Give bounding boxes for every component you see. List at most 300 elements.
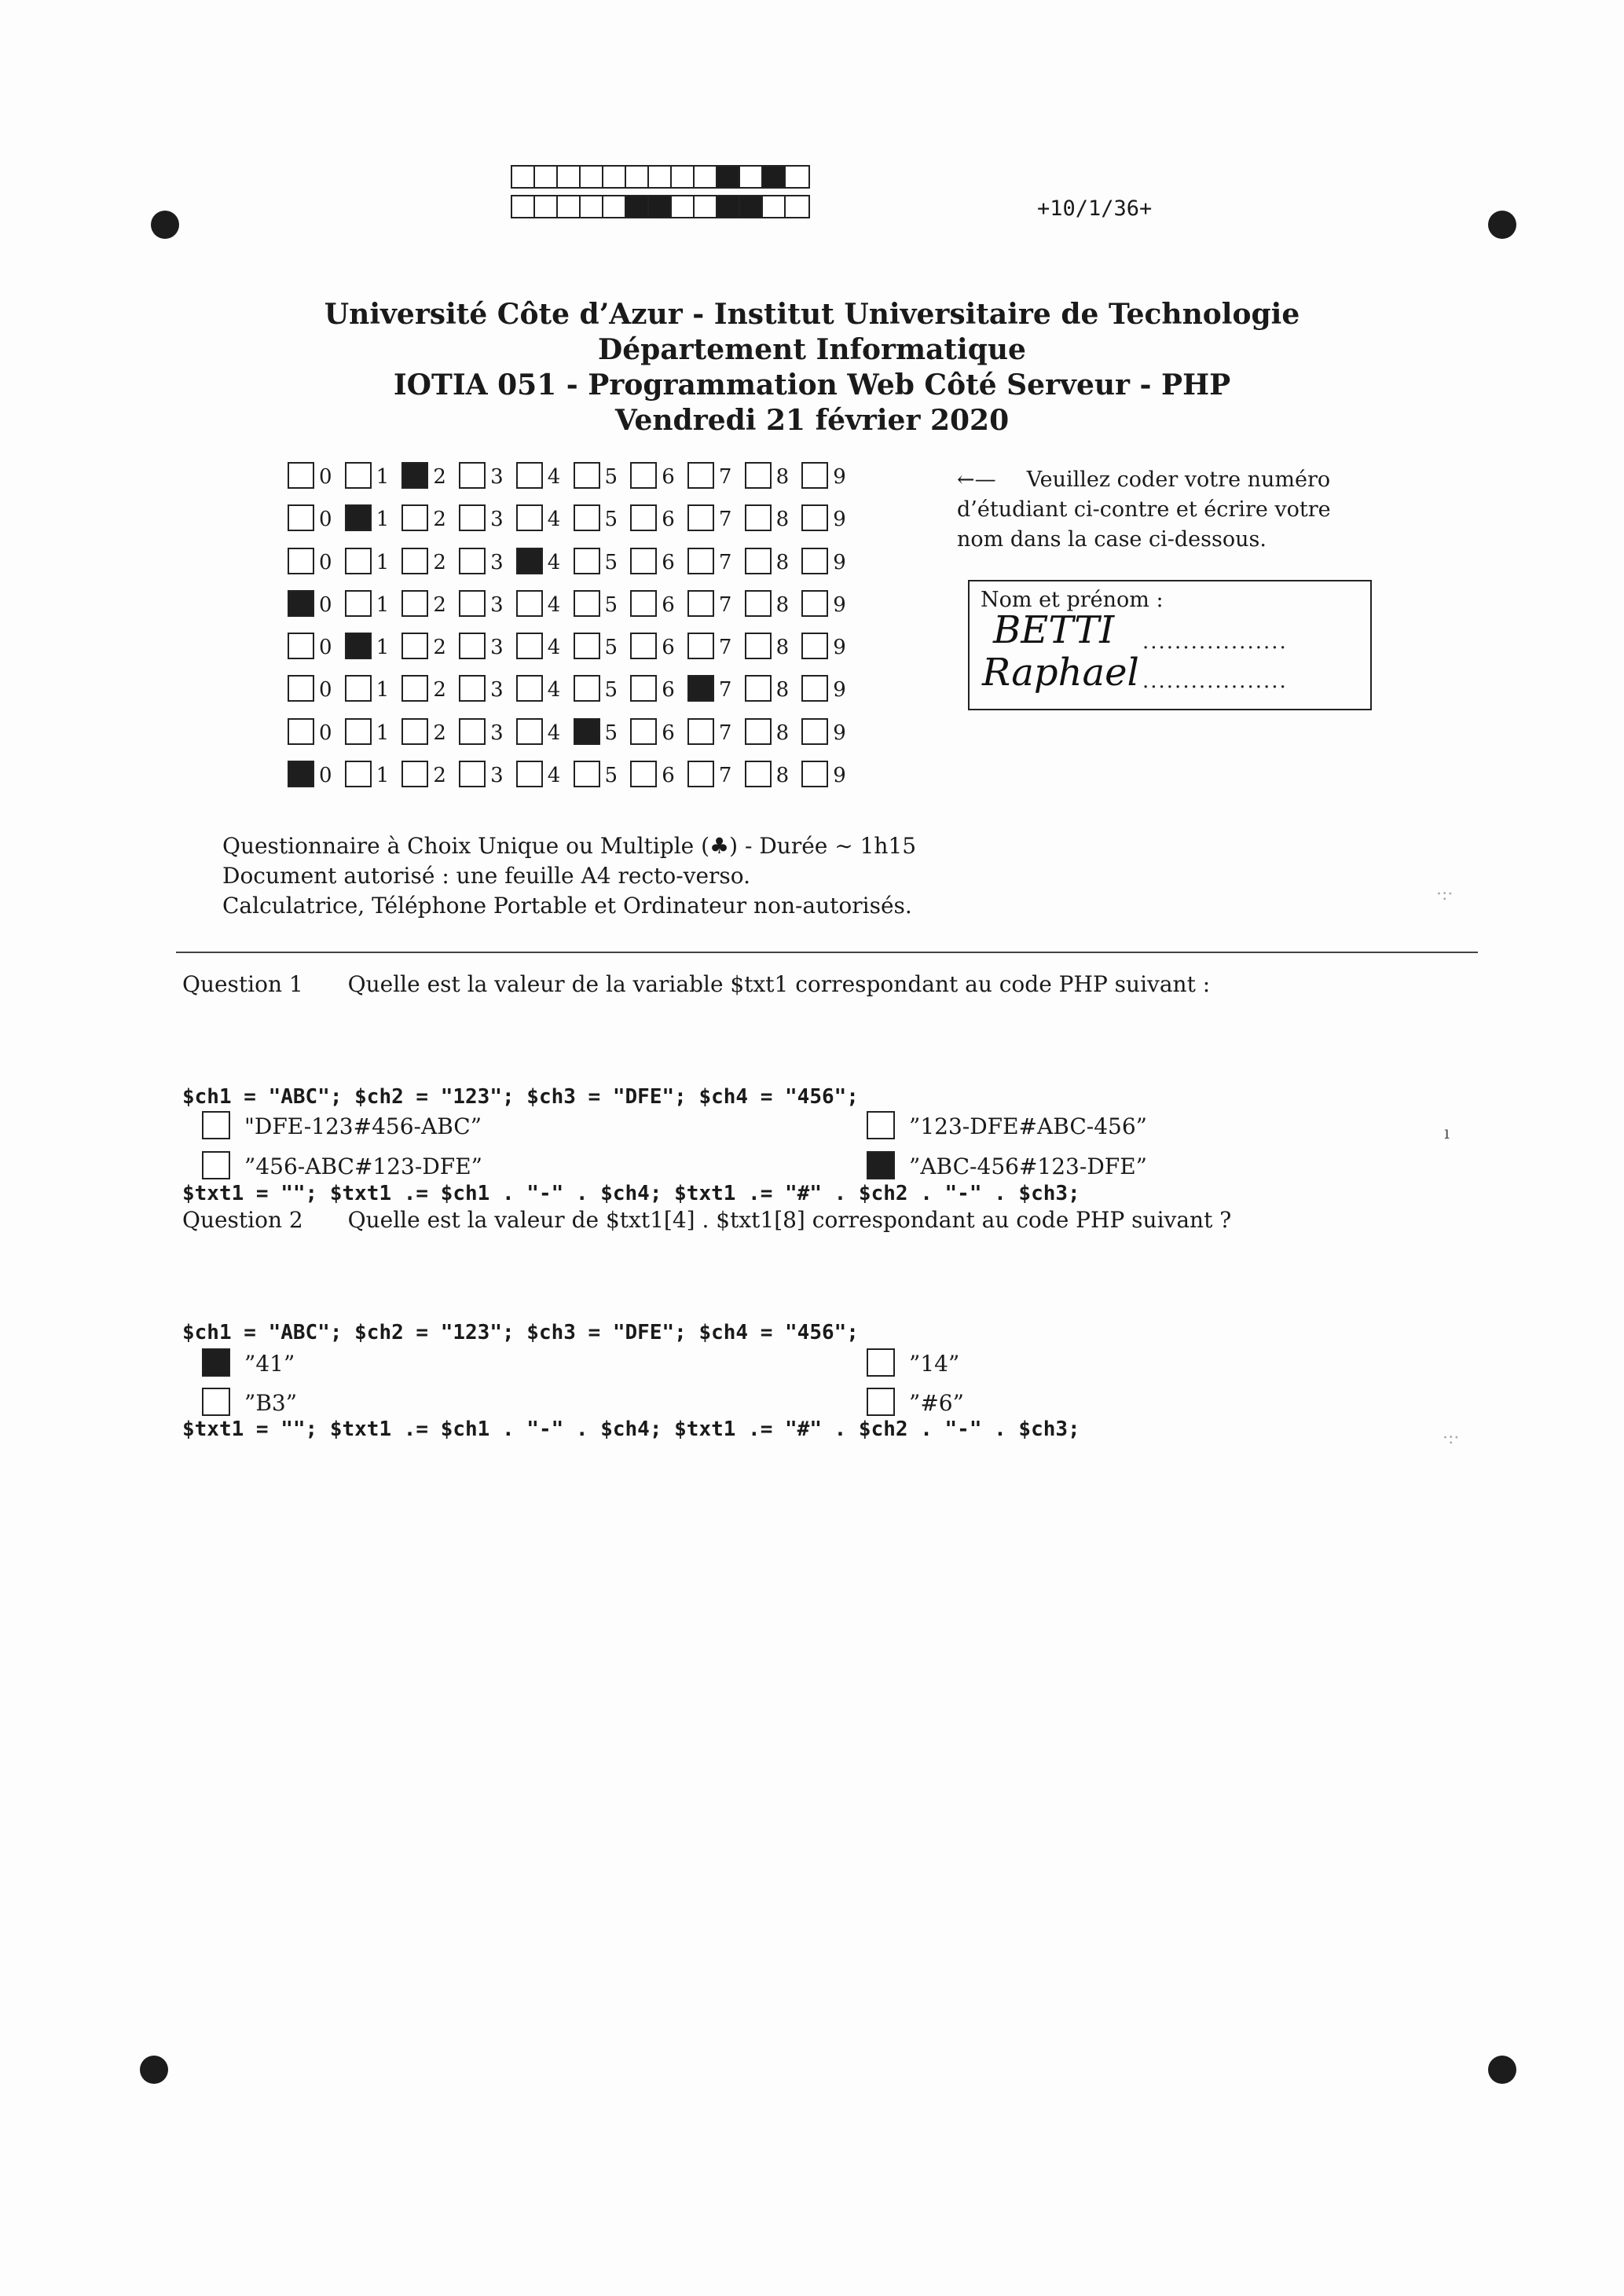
digit-label: 3 xyxy=(490,636,504,660)
q2-answer-b-label: ”14” xyxy=(909,1351,960,1377)
digit-checkbox[interactable] xyxy=(574,675,600,702)
digit-checkbox[interactable] xyxy=(288,761,314,787)
digit-label: 7 xyxy=(718,678,732,702)
digit-checkbox[interactable] xyxy=(630,761,657,787)
digit-option[interactable] xyxy=(630,590,687,618)
digit-option[interactable] xyxy=(574,548,630,576)
digit-label: 2 xyxy=(433,508,446,532)
digit-option[interactable] xyxy=(459,718,515,746)
digit-checkbox[interactable] xyxy=(745,675,772,702)
digit-label: 6 xyxy=(662,636,675,660)
name-box-label: Nom et prénom : xyxy=(981,588,1164,612)
digit-checkbox[interactable] xyxy=(630,548,657,574)
digit-checkbox[interactable] xyxy=(516,718,543,745)
digit-option[interactable] xyxy=(574,718,630,746)
digit-label: 8 xyxy=(775,721,790,745)
digit-label: 0 xyxy=(319,636,332,660)
digit-label: 4 xyxy=(547,508,561,532)
digit-label: 4 xyxy=(547,678,561,702)
digit-checkbox[interactable] xyxy=(288,590,314,617)
digit-label: 4 xyxy=(547,465,561,489)
digit-checkbox[interactable] xyxy=(745,504,772,531)
digit-label: 8 xyxy=(775,678,790,702)
barcode-cell xyxy=(512,167,535,187)
name-box[interactable] xyxy=(968,580,1372,710)
barcode-cell xyxy=(581,167,603,187)
digit-option[interactable] xyxy=(630,462,687,490)
digit-label: 0 xyxy=(319,592,332,617)
digit-option[interactable] xyxy=(630,548,687,576)
digit-option[interactable] xyxy=(288,761,344,789)
digit-option[interactable] xyxy=(516,675,573,703)
q2-answer-b-checkbox[interactable] xyxy=(867,1348,895,1377)
digit-option[interactable] xyxy=(345,504,401,533)
digit-option[interactable] xyxy=(516,590,573,618)
q2-answer-d-checkbox[interactable] xyxy=(867,1388,895,1416)
digit-label: 0 xyxy=(319,678,332,702)
digit-checkbox[interactable] xyxy=(687,761,714,787)
digit-option[interactable] xyxy=(574,590,630,618)
question-2-text: Quelle est la valeur de $txt1[4] . $txt1[8] correspondant au code PHP suivant ? xyxy=(347,1207,1232,1233)
digit-label: 1 xyxy=(376,465,390,489)
digit-label: 3 xyxy=(490,592,504,617)
barcode-cell xyxy=(626,167,649,187)
digit-checkbox[interactable] xyxy=(288,548,314,574)
digit-option[interactable] xyxy=(345,718,401,746)
page-identifier: +10/1/36+ xyxy=(1037,196,1153,221)
digit-checkbox[interactable] xyxy=(630,633,657,659)
digit-option[interactable] xyxy=(516,718,573,746)
barcode-cell xyxy=(672,167,695,187)
digit-option[interactable] xyxy=(745,590,801,618)
digit-checkbox[interactable] xyxy=(574,633,600,659)
digit-label: 6 xyxy=(662,764,675,788)
digit-option[interactable] xyxy=(288,462,344,490)
digit-label: 4 xyxy=(547,721,561,745)
barcode-cell xyxy=(649,167,672,187)
digit-checkbox[interactable] xyxy=(801,548,828,574)
q1-answer-c-checkbox[interactable] xyxy=(202,1151,230,1179)
barcode-cell xyxy=(535,167,558,187)
question-1-code-line-1: $ch1 = "ABC"; $ch2 = "123"; $ch3 = "DFE"; $ch4 = "456"; xyxy=(182,1085,859,1109)
digit-label: 9 xyxy=(833,592,846,617)
barcode-row-1 xyxy=(511,165,810,189)
digit-checkbox[interactable] xyxy=(745,590,772,617)
digit-checkbox[interactable] xyxy=(459,590,486,617)
q1-answer-a-checkbox[interactable] xyxy=(202,1111,230,1139)
barcode-cell xyxy=(649,196,672,217)
digit-checkbox[interactable] xyxy=(687,590,714,617)
digit-checkbox[interactable] xyxy=(574,504,600,531)
digit-option[interactable] xyxy=(801,590,858,618)
digit-option[interactable] xyxy=(459,761,515,789)
digit-label: 4 xyxy=(547,592,561,617)
digit-checkbox[interactable] xyxy=(401,462,428,489)
digit-option[interactable] xyxy=(687,590,744,618)
barcode-cell xyxy=(695,167,717,187)
digit-label: 1 xyxy=(376,721,390,745)
digit-checkbox[interactable] xyxy=(345,718,372,745)
notes-line-duration: Questionnaire à Choix Unique ou Multiple (♣) - Durée ∼ 1h15 xyxy=(222,833,917,859)
digit-label: 7 xyxy=(718,721,732,745)
digit-checkbox[interactable] xyxy=(801,462,828,489)
digit-option[interactable] xyxy=(288,504,344,533)
digit-label: 0 xyxy=(319,508,332,532)
digit-option[interactable] xyxy=(745,675,801,703)
digit-checkbox[interactable] xyxy=(516,633,543,659)
digit-label: 3 xyxy=(490,508,504,532)
digit-checkbox[interactable] xyxy=(288,633,314,659)
barcode-cell xyxy=(786,196,808,217)
digit-label: 9 xyxy=(833,721,846,745)
digit-option[interactable] xyxy=(630,675,687,703)
university-title: Université Côte d’Azur - Institut Universitaire de Technologie xyxy=(324,298,1300,331)
digit-option[interactable] xyxy=(401,633,458,661)
digit-option[interactable] xyxy=(630,633,687,661)
digit-label: 7 xyxy=(718,465,732,489)
digit-checkbox[interactable] xyxy=(459,675,486,702)
digit-checkbox[interactable] xyxy=(574,590,600,617)
digit-label: 1 xyxy=(376,592,390,617)
digit-option[interactable] xyxy=(345,590,401,618)
scan-speck: ·:· xyxy=(1436,885,1454,904)
digit-checkbox[interactable] xyxy=(401,590,428,617)
q2-answer-c-checkbox[interactable] xyxy=(202,1388,230,1416)
digit-checkbox[interactable] xyxy=(401,504,428,531)
digit-label: 0 xyxy=(319,465,332,489)
digit-label: 9 xyxy=(833,764,846,788)
digit-checkbox[interactable] xyxy=(516,761,543,787)
digit-label: 2 xyxy=(433,550,446,574)
digit-checkbox[interactable] xyxy=(630,504,657,531)
digit-label: 1 xyxy=(376,550,390,574)
digit-option[interactable] xyxy=(630,761,687,789)
digit-checkbox[interactable] xyxy=(687,548,714,574)
exam-notes xyxy=(222,831,916,921)
digit-checkbox[interactable] xyxy=(345,548,372,574)
digit-option[interactable] xyxy=(401,718,458,746)
q2-answer-a-checkbox[interactable] xyxy=(202,1348,230,1377)
digit-label: 2 xyxy=(433,764,446,788)
digit-option[interactable] xyxy=(459,462,515,490)
digit-checkbox[interactable] xyxy=(516,675,543,702)
digit-checkbox[interactable] xyxy=(745,718,772,745)
scan-speck: ı xyxy=(1444,1124,1450,1143)
digit-checkbox[interactable] xyxy=(288,462,314,489)
digit-checkbox[interactable] xyxy=(401,718,428,745)
digit-option[interactable] xyxy=(687,761,744,789)
digit-checkbox[interactable] xyxy=(345,761,372,787)
digit-label: 0 xyxy=(319,721,332,745)
digit-checkbox[interactable] xyxy=(345,504,372,531)
digit-label: 8 xyxy=(775,465,790,489)
name-dots-line-2: .................. xyxy=(1142,669,1288,693)
question-2-header xyxy=(182,1207,1231,1233)
digit-option[interactable] xyxy=(516,462,573,490)
digit-checkbox[interactable] xyxy=(401,675,428,702)
digit-label: 7 xyxy=(718,592,732,617)
digit-option[interactable] xyxy=(288,590,344,618)
digit-checkbox[interactable] xyxy=(687,504,714,531)
digit-checkbox[interactable] xyxy=(516,504,543,531)
barcode-cell xyxy=(763,167,786,187)
digit-option[interactable] xyxy=(687,548,744,576)
digit-option[interactable] xyxy=(459,675,515,703)
barcode-cell xyxy=(603,167,626,187)
digit-option[interactable] xyxy=(745,761,801,789)
registration-mark-bottom-right xyxy=(1488,2056,1516,2084)
digit-checkbox[interactable] xyxy=(630,718,657,745)
digit-checkbox[interactable] xyxy=(630,590,657,617)
digit-option[interactable] xyxy=(345,761,401,789)
digit-checkbox[interactable] xyxy=(516,590,543,617)
digit-label: 6 xyxy=(662,678,675,702)
digit-option[interactable] xyxy=(345,675,401,703)
question-2-code-line-1: $ch1 = "ABC"; $ch2 = "123"; $ch3 = "DFE"; $ch4 = "456"; xyxy=(182,1321,859,1344)
digit-option[interactable] xyxy=(745,718,801,746)
digit-checkbox[interactable] xyxy=(801,718,828,745)
digit-checkbox[interactable] xyxy=(345,462,372,489)
digit-label: 2 xyxy=(433,592,446,617)
digit-option[interactable] xyxy=(401,504,458,533)
digit-checkbox[interactable] xyxy=(459,761,486,787)
digit-checkbox[interactable] xyxy=(745,761,772,787)
question-1-text: Quelle est la valeur de la variable $txt1 correspondant au code PHP suivant : xyxy=(347,971,1211,997)
digit-option[interactable] xyxy=(745,504,801,533)
digit-option[interactable] xyxy=(345,462,401,490)
barcode-cell xyxy=(558,167,581,187)
q1-answer-b-checkbox[interactable] xyxy=(867,1111,895,1139)
digit-label: 3 xyxy=(490,678,504,702)
digit-checkbox[interactable] xyxy=(801,590,828,617)
scan-speck: ·:· xyxy=(1443,1429,1460,1448)
digit-option[interactable] xyxy=(745,633,801,661)
digit-label: 9 xyxy=(833,636,846,660)
digit-label: 2 xyxy=(433,721,446,745)
digit-option[interactable] xyxy=(574,504,630,533)
digit-option[interactable] xyxy=(574,462,630,490)
digit-label: 7 xyxy=(718,764,732,788)
digit-checkbox[interactable] xyxy=(745,548,772,574)
digit-checkbox[interactable] xyxy=(801,504,828,531)
digit-label: 8 xyxy=(775,550,790,574)
separator-line xyxy=(176,952,1478,953)
digit-label: 5 xyxy=(604,550,618,574)
digit-option[interactable] xyxy=(459,633,515,661)
digit-checkbox[interactable] xyxy=(745,633,772,659)
registration-mark-top-left xyxy=(151,211,179,239)
digit-label: 3 xyxy=(490,764,504,788)
digit-label: 2 xyxy=(433,465,446,489)
digit-option[interactable] xyxy=(288,633,344,661)
digit-option[interactable] xyxy=(687,462,744,490)
digit-checkbox[interactable] xyxy=(459,548,486,574)
registration-mark-top-right xyxy=(1488,211,1516,239)
barcode-cell xyxy=(717,167,740,187)
digit-checkbox[interactable] xyxy=(574,548,600,574)
digit-label: 3 xyxy=(490,550,504,574)
digit-option[interactable] xyxy=(801,633,858,661)
digit-option[interactable] xyxy=(459,504,515,533)
digit-checkbox[interactable] xyxy=(801,761,828,787)
digit-checkbox[interactable] xyxy=(401,633,428,659)
digit-label: 9 xyxy=(833,678,846,702)
barcode-cell xyxy=(717,196,740,217)
digit-option[interactable] xyxy=(630,504,687,533)
digit-option[interactable] xyxy=(801,675,858,703)
digit-option[interactable] xyxy=(401,548,458,576)
exam-date: Vendredi 21 février 2020 xyxy=(614,404,1010,437)
digit-label: 1 xyxy=(376,508,390,532)
digit-label: 6 xyxy=(662,592,675,617)
digit-label: 0 xyxy=(319,550,332,574)
digit-label: 4 xyxy=(547,636,561,660)
q2-answer-d-label: ”#6” xyxy=(909,1390,964,1416)
digit-label: 8 xyxy=(775,764,790,788)
barcode-cell xyxy=(558,196,581,217)
digit-checkbox[interactable] xyxy=(459,633,486,659)
notes-line-devices: Calculatrice, Téléphone Portable et Ordinateur non-autorisés. xyxy=(222,893,912,919)
barcode-cell xyxy=(695,196,717,217)
digit-label: 3 xyxy=(490,465,504,489)
digit-label: 3 xyxy=(490,721,504,745)
digit-checkbox[interactable] xyxy=(516,548,543,574)
digit-option[interactable] xyxy=(687,504,744,533)
digit-option[interactable] xyxy=(288,718,344,746)
digit-label: 4 xyxy=(547,764,561,788)
digit-checkbox[interactable] xyxy=(288,504,314,531)
digit-option[interactable] xyxy=(459,548,515,576)
digit-option[interactable] xyxy=(288,675,344,703)
digit-checkbox[interactable] xyxy=(574,761,600,787)
digit-option[interactable] xyxy=(459,590,515,618)
handwritten-surname: BETTI xyxy=(993,608,1115,652)
barcode-row-2 xyxy=(511,195,810,218)
digit-checkbox[interactable] xyxy=(574,718,600,745)
digit-label: 9 xyxy=(833,465,846,489)
q1-answer-d-label: ”ABC-456#123-DFE” xyxy=(909,1154,1147,1179)
digit-option[interactable] xyxy=(687,718,744,746)
digit-label: 1 xyxy=(376,764,390,788)
digit-label: 6 xyxy=(662,721,675,745)
question-2-code-line-2: $txt1 = ""; $txt1 .= $ch1 . "-" . $ch4; $txt1 .= "#" . $ch2 . "-" . $ch3; xyxy=(182,1418,1080,1441)
digit-checkbox[interactable] xyxy=(459,504,486,531)
name-dots-line-1: .................. xyxy=(1142,630,1288,654)
digit-checkbox[interactable] xyxy=(687,718,714,745)
digit-option[interactable] xyxy=(801,462,858,490)
digit-checkbox[interactable] xyxy=(687,462,714,489)
digit-option[interactable] xyxy=(801,718,858,746)
digit-checkbox[interactable] xyxy=(687,633,714,659)
digit-label: 5 xyxy=(604,764,618,788)
digit-checkbox[interactable] xyxy=(630,675,657,702)
digit-option[interactable] xyxy=(687,675,744,703)
q2-answer-a-label: ”41” xyxy=(244,1351,295,1377)
digit-option[interactable] xyxy=(516,761,573,789)
digit-checkbox[interactable] xyxy=(687,675,714,702)
digit-checkbox[interactable] xyxy=(288,675,314,702)
digit-option[interactable] xyxy=(516,504,573,533)
q2-answer-c-label: ”B3” xyxy=(244,1390,298,1416)
question-2-number: Question 2 xyxy=(182,1207,303,1233)
left-arrow-icon: ←— xyxy=(957,468,996,492)
barcode-cell xyxy=(786,167,808,187)
digit-option[interactable] xyxy=(516,548,573,576)
notes-line-documents: Document autorisé : une feuille A4 recto-verso. xyxy=(222,863,751,889)
digit-checkbox[interactable] xyxy=(630,462,657,489)
q1-answer-d-checkbox[interactable] xyxy=(867,1151,895,1179)
digit-option[interactable] xyxy=(630,718,687,746)
registration-mark-bottom-left xyxy=(140,2056,168,2084)
digit-option[interactable] xyxy=(401,761,458,789)
digit-option[interactable] xyxy=(401,462,458,490)
digit-label: 6 xyxy=(662,465,675,489)
exam-header xyxy=(0,297,1624,438)
digit-label: 5 xyxy=(604,678,618,702)
digit-checkbox[interactable] xyxy=(401,548,428,574)
digit-checkbox[interactable] xyxy=(745,462,772,489)
barcode-cell xyxy=(626,196,649,217)
digit-option[interactable] xyxy=(574,633,630,661)
digit-checkbox[interactable] xyxy=(345,675,372,702)
digit-checkbox[interactable] xyxy=(345,633,372,659)
handwritten-firstname: Raphael xyxy=(982,651,1139,695)
digit-option[interactable] xyxy=(345,633,401,661)
digit-checkbox[interactable] xyxy=(516,462,543,489)
digit-option[interactable] xyxy=(345,548,401,576)
digit-option[interactable] xyxy=(401,590,458,618)
digit-option[interactable] xyxy=(687,633,744,661)
digit-option[interactable] xyxy=(801,548,858,576)
digit-label: 8 xyxy=(775,592,790,617)
digit-label: 1 xyxy=(376,636,390,660)
digit-checkbox[interactable] xyxy=(459,462,486,489)
digit-option[interactable] xyxy=(516,633,573,661)
digit-label: 0 xyxy=(319,764,332,788)
digit-checkbox[interactable] xyxy=(459,718,486,745)
digit-option[interactable] xyxy=(401,675,458,703)
barcode-cell xyxy=(740,167,763,187)
digit-label: 7 xyxy=(718,636,732,660)
digit-option[interactable] xyxy=(574,675,630,703)
digit-label: 5 xyxy=(604,592,618,617)
digit-label: 4 xyxy=(547,550,561,574)
digit-option[interactable] xyxy=(801,504,858,533)
instructions xyxy=(957,465,1381,555)
barcode-cell xyxy=(603,196,626,217)
digit-option[interactable] xyxy=(288,548,344,576)
digit-checkbox[interactable] xyxy=(401,761,428,787)
digit-option[interactable] xyxy=(745,548,801,576)
question-1-header xyxy=(182,971,1210,997)
digit-checkbox[interactable] xyxy=(345,590,372,617)
digit-checkbox[interactable] xyxy=(288,718,314,745)
digit-checkbox[interactable] xyxy=(801,633,828,659)
digit-label: 8 xyxy=(775,508,790,532)
question-1-number: Question 1 xyxy=(182,971,303,997)
digit-label: 5 xyxy=(604,721,618,745)
barcode-cell xyxy=(581,196,603,217)
digit-checkbox[interactable] xyxy=(574,462,600,489)
digit-checkbox[interactable] xyxy=(801,675,828,702)
digit-label: 2 xyxy=(433,636,446,660)
digit-option[interactable] xyxy=(574,761,630,789)
digit-option[interactable] xyxy=(801,761,858,789)
digit-label: 8 xyxy=(775,636,790,660)
barcode-cell xyxy=(740,196,763,217)
digit-option[interactable] xyxy=(745,462,801,490)
q1-answer-c-label: ”456-ABC#123-DFE” xyxy=(244,1154,482,1179)
